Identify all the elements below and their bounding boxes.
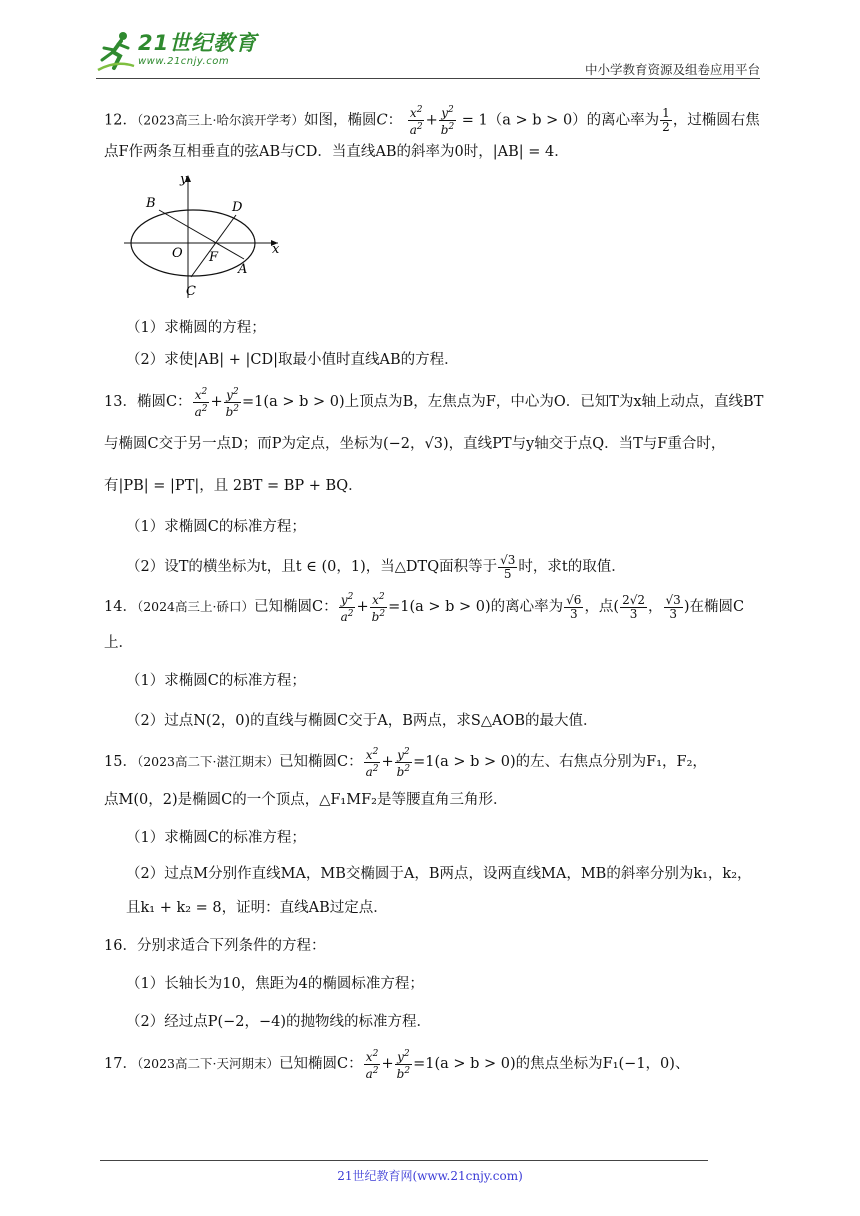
question-number: 16．: [104, 938, 137, 954]
question-text: )在椭圆C上．: [104, 599, 745, 651]
question-text: 已知椭圆C：: [279, 1056, 363, 1072]
sub-question: （2）过点M分别作直线MA，MB交椭圆于A，B两点，设两直线MA，MB的斜率分别为k₁，k₂，且k₁ + k₂ = 8，证明：直线AB过定点．: [126, 866, 752, 916]
question-text: =1(a > b > 0): [242, 394, 345, 410]
question-14: 14．（2024高三上·硚口）已知椭圆C： $\frac{y^2}{a^2}$ + $\frac{x^2}{b^2}$ =1(a > b > 0)的离心率为 $\frac{√6}{3}$ ，点( $\frac{2√2}{3}$ ， $\frac{√3}{3}$ )在椭圆C上． （1）求椭圆C的标准方程； （2）过点N(2，0)的直线与椭圆C交于A，B两点，求S△AOB的最大值．: [104, 589, 764, 741]
question-text: 已知椭圆C：: [254, 599, 338, 615]
header-platform-text: 中小学教育资源及组卷应用平台: [584, 62, 760, 77]
question-text: 椭圆C：: [136, 394, 192, 410]
question-17: 17．（2023高二下·天河期末）已知椭圆C： $\frac{x^2}{a^2}$ + $\frac{y^2}{b^2}$ =1(a > b > 0)的焦点坐标为F₁(−1，0)、: [104, 1048, 690, 1081]
point-label-c: C: [186, 284, 196, 299]
question-source: （2023高二下·湛江期末）: [136, 754, 279, 769]
fraction-y2-b2: $\frac{y^2}{b^2}$: [396, 1048, 411, 1081]
fraction-numerator: √3: [500, 552, 516, 567]
question-number: 14．: [104, 599, 137, 615]
question-text: 上顶点为B，左焦点为F，中心为O．已知T为x轴上动点，直线BT与椭圆C交于另一点D；而P为定点，坐标为(−2，√3)，直线PT与y轴交于点Q．当T与F重合时，有|PB| = |PT|，且 2BT = BP + BQ．: [104, 394, 764, 494]
question-source: （2024高三上·硚口）: [136, 599, 254, 614]
question-text: =1(a > b > 0)的离心率为: [388, 599, 564, 615]
footer-divider: [100, 1160, 708, 1161]
fraction-y2-b2: $\frac{y^2}{b^2}$: [396, 746, 411, 779]
sub-question: （1）求椭圆C的标准方程；: [126, 830, 306, 846]
question-number: 17．: [104, 1056, 137, 1072]
question-text: ，: [648, 599, 663, 615]
question-text: ：: [387, 112, 403, 129]
sub-question: （1）求椭圆C的标准方程；: [126, 673, 306, 689]
ellipse-figure: [116, 173, 286, 303]
sub-question: 时，求t的取值．: [518, 559, 626, 575]
question-text: =1(a > b > 0)的左、右焦点分别为F₁，F₂，: [413, 754, 707, 770]
question-number: 15．: [104, 754, 137, 770]
fraction-numerator: √6: [566, 592, 582, 607]
point-label-o: O: [172, 246, 183, 261]
sub-question: （1）求椭圆的方程；: [126, 320, 266, 336]
point-label-f: F: [209, 250, 219, 265]
fraction-x2-a2: $\frac{x^2}{a^2}$: [409, 105, 423, 137]
fraction-x2-b2: $\frac{x^2}{b^2}$: [371, 591, 386, 624]
sub-question: （1）求椭圆C的标准方程；: [126, 519, 306, 535]
fraction-point-y: [664, 594, 683, 621]
fraction-denominator: 5: [503, 566, 512, 581]
fraction-point-x: [620, 594, 647, 621]
question-12: 12．（2023高三上·哈尔滨开学考）如图，椭圆C： $\frac{x^2}{a^2}$ + $\frac{y^2}{b^2}$ = 1（a > b > 0）的离心率为 $\frac{1}{2}$ ，过椭圆右焦点F作两条互相垂直的弦AB与CD．当直线AB的斜率为0时，|AB| = 4． y x B D O F A C （1）求椭圆的方程； （2）求使|AB| + |CD|取最小值时直线AB的方程．: [104, 104, 764, 377]
header-divider: [96, 78, 760, 79]
question-number: 13．: [104, 394, 137, 410]
question-text: 已知椭圆C：: [279, 754, 363, 770]
question-text: 点M(0，2)是椭圆C的一个顶点，△F₁MF₂是等腰直角三角形．: [104, 792, 508, 808]
fraction-denominator: 3: [629, 606, 638, 621]
fraction-x2-a2: $\frac{x^2}{a^2}$: [365, 746, 379, 779]
question-13: 13．椭圆C： $\frac{x^2}{a^2}$ + $\frac{y^2}{b^2}$ =1(a > b > 0)上顶点为B，左焦点为F，中心为O．已知T为x轴上动点，直线BT与椭圆C交于另一点D；而P为定点，坐标为(−2，√3)，直线PT与y轴交于点Q．当T与F重合时，有|PB| = |PT|，且 2BT = BP + BQ． （1）求椭圆C的标准方程； （2）设T的横坐标为t，且t ∈ (0，1)，当△DTQ面积等于 $\frac{√3}{5}$ 时，求t的取值．: [104, 386, 764, 581]
question-source: （2023高二下·天河期末）: [136, 1056, 279, 1071]
sub-question: （2）设T的横坐标为t，且t ∈ (0，1)，当△DTQ面积等于: [126, 559, 498, 575]
fraction-numerator: 1: [662, 106, 670, 120]
point-label-a: A: [238, 262, 248, 277]
fraction-numerator: √3: [665, 592, 681, 607]
point-label-b: B: [146, 196, 156, 211]
fraction-denominator: 3: [669, 606, 677, 621]
question-source: （2023高三上·哈尔滨开学考）: [136, 112, 304, 128]
logo: [96, 30, 257, 74]
question-number: 12．: [104, 112, 137, 129]
question-text: =1(a > b > 0)的焦点坐标为F₁(−1，0)、: [413, 1056, 690, 1072]
fraction-area: [498, 554, 517, 581]
sub-question: （2）过点N(2，0)的直线与椭圆C交于A，B两点，求S△AOB的最大值．: [126, 713, 598, 729]
ellipse-diagram: [116, 173, 764, 307]
fraction-y2-b2: $\frac{y^2}{b^2}$: [225, 386, 240, 419]
question-text: ，过椭圆右焦点F作两条互相垂直的弦AB与CD．当直线AB的斜率为0时，|AB| = 4．: [104, 112, 760, 160]
axis-label-y: y: [180, 173, 188, 187]
sub-question: （2）经过点P(−2，−4)的抛物线的标准方程．: [126, 1014, 432, 1030]
axis-label-x: x: [272, 242, 280, 257]
question-text: 如图，椭圆: [304, 112, 377, 129]
fraction-eccentricity: [564, 594, 583, 621]
fraction-eccentricity: [660, 107, 672, 134]
point-label-d: D: [232, 200, 243, 215]
sub-question: （1）长轴长为10，焦距为4的椭圆标准方程；: [126, 976, 424, 992]
logo-url-text: www.21cnjy.com: [138, 56, 230, 67]
question-16: [104, 927, 764, 1041]
runner-logo-icon: [96, 30, 136, 74]
document-body: [104, 104, 764, 1083]
fraction-x2-a2: $\frac{x^2}{a^2}$: [365, 1048, 379, 1081]
fraction-x2-a2: $\frac{x^2}{a^2}$: [194, 386, 208, 419]
fraction-y2-a2: $\frac{y^2}{a^2}$: [340, 591, 354, 624]
fraction-denominator: 2: [662, 120, 670, 134]
question-text: （a > b > 0）的离心率为: [487, 112, 660, 129]
question-text: ，点(: [584, 599, 620, 615]
footer-text[interactable]: 21世纪教育网(www.21cnjy.com): [337, 1169, 523, 1183]
fraction-y2-b2: $\frac{y^2}{b^2}$: [440, 105, 455, 137]
page-header: [96, 30, 760, 80]
question-15: 15．（2023高二下·湛江期末）已知椭圆C： $\frac{x^2}{a^2}$ + $\frac{y^2}{b^2}$ =1(a > b > 0)的左、右焦点分别为F₁，F₂， 点M(0，2)是椭圆C的一个顶点，△F₁MF₂是等腰直角三角形． （1）求椭圆C的标准方程； （2）过点M分别作直线MA，MB交椭圆于A，B两点，设两直线MA，MB的斜率分别为k₁，k₂，且k₁ + k₂ = 8，证明：直线AB过定点．: [104, 743, 764, 925]
question-text: 分别求适合下列条件的方程：: [136, 938, 326, 954]
fraction-numerator: 2√2: [622, 592, 646, 607]
fraction-denominator: 3: [569, 606, 578, 621]
logo-main-text: 21世纪教育: [138, 31, 258, 55]
sub-question: （2）求使|AB| + |CD|取最小值时直线AB的方程．: [126, 352, 459, 368]
math-var: C: [376, 112, 388, 129]
